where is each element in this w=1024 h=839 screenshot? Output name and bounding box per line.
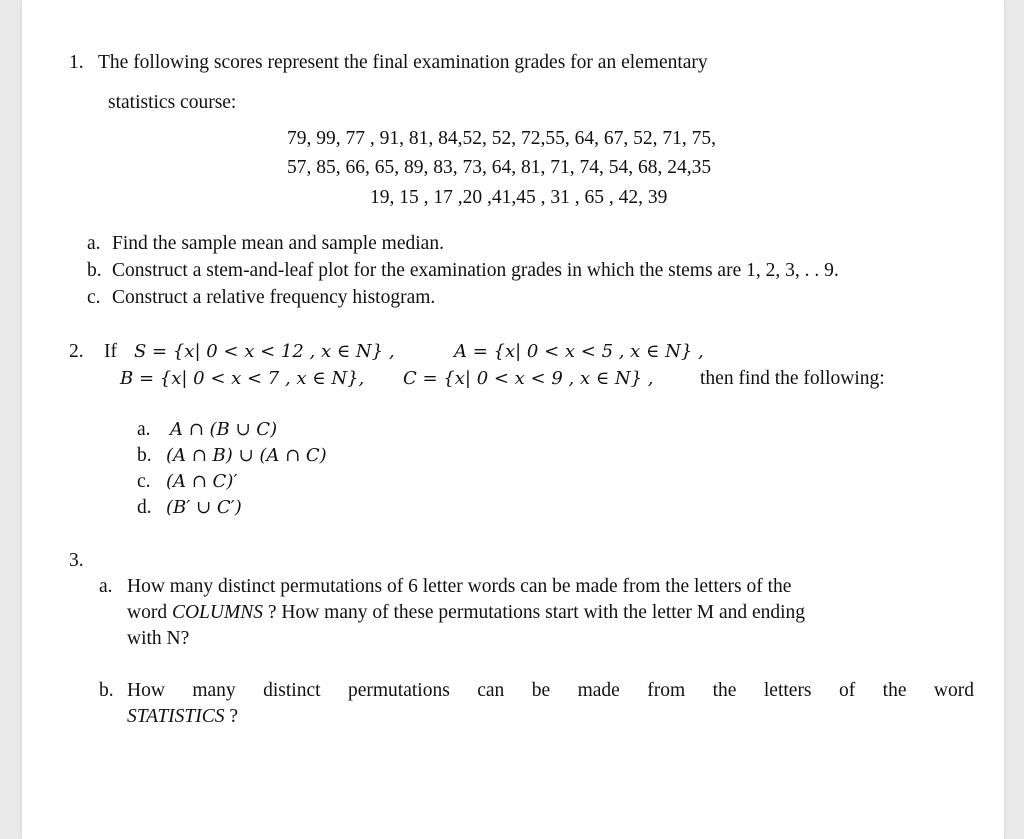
q2-set-s: S = {x| 0 < x < 12 , x ∈ N} , (134, 341, 395, 362)
q2-then-text: then find the following: (700, 368, 885, 389)
q2-c-expr: (A ∩ C)′ (166, 471, 238, 492)
q3-a-line2 (127, 601, 805, 625)
q1-c-text: Construct a relative frequency histogram. (112, 287, 436, 308)
q3-b-line2-post: ? (224, 706, 239, 727)
q3-b-marker: b. (99, 680, 114, 701)
q2-b-marker: b. (137, 445, 152, 466)
q1-data-line1: 79, 99, 77 , 91, 81, 84,52, 52, 72,55, 64, 67, 52, 71, 75, (287, 128, 716, 149)
q3-a-line3: with N? (127, 628, 190, 649)
q3-b-word: How (127, 680, 165, 701)
q1-a-marker: a. (87, 233, 101, 254)
q3-b-word: permutations (347, 680, 450, 701)
q3-a-line2-post: ? How many of these permutations start with the letter M and ending (262, 602, 806, 623)
q3-b-word: from (647, 680, 686, 701)
q3-b-word: word (933, 680, 974, 701)
q3-b-word: made (577, 680, 620, 701)
q2-a-expr: A ∩ (B ∪ C) (170, 419, 278, 440)
q1-b-marker: b. (87, 260, 102, 281)
q2-set-b: B = {x| 0 < x < 7 , x ∈ N}, (120, 368, 365, 389)
q2-set-a: A = {x| 0 < x < 5 , x ∈ N} , (454, 341, 704, 362)
q2-number: 2. (69, 341, 84, 362)
q2-a-marker: a. (137, 419, 151, 440)
q2-b-expr: (A ∩ B) ∪ (A ∩ C) (166, 445, 327, 466)
q3-b-word: the (712, 680, 737, 701)
q3-a-marker: a. (99, 576, 113, 597)
q3-a-line1: How many distinct permutations of 6 letter words can be made from the letters of the (127, 576, 792, 597)
q3-b-word: can (477, 680, 505, 701)
q1-b-text: Construct a stem-and-leaf plot for the examination grades in which the stems are 1, 2, 3, . . 9. (112, 260, 839, 281)
q3-b-word: many (192, 680, 236, 701)
q1-data-line3: 19, 15 , 17 ,20 ,41,45 , 31 , 65 , 42, 39 (370, 187, 668, 208)
q2-d-expr: (B′ ∪ C′) (166, 497, 242, 518)
q3-b-word: of (838, 680, 856, 701)
q1-c-marker: c. (87, 287, 101, 308)
q3-b-word: distinct (263, 680, 321, 701)
q3-b-line1 (127, 679, 974, 703)
q3-b-word: letters (763, 680, 812, 701)
q1-data-line2: 57, 85, 66, 65, 89, 83, 73, 64, 81, 71, 74, 54, 68, 24,35 (287, 157, 712, 178)
q1-intro-line1: The following scores represent the final examination grades for an elementary (98, 52, 708, 73)
q3-b-word: be (531, 680, 551, 701)
q3-statistics-word: STATISTICS (127, 706, 225, 727)
q3-a-line2-pre: word (127, 602, 172, 623)
q2-set-c: C = {x| 0 < x < 9 , x ∈ N} , (403, 368, 654, 389)
q3-columns-word: COLUMNS (171, 602, 263, 623)
q1-number: 1. (69, 52, 84, 73)
q3-b-line2 (127, 705, 238, 729)
q3-b-word: the (882, 680, 907, 701)
q2-c-marker: c. (137, 471, 151, 492)
q2-d-marker: d. (137, 497, 152, 518)
q2-if-word: If (104, 341, 117, 362)
q1-intro-line2: statistics course: (108, 92, 237, 113)
q3-number: 3. (69, 550, 84, 571)
q1-a-text: Find the sample mean and sample median. (112, 233, 444, 254)
